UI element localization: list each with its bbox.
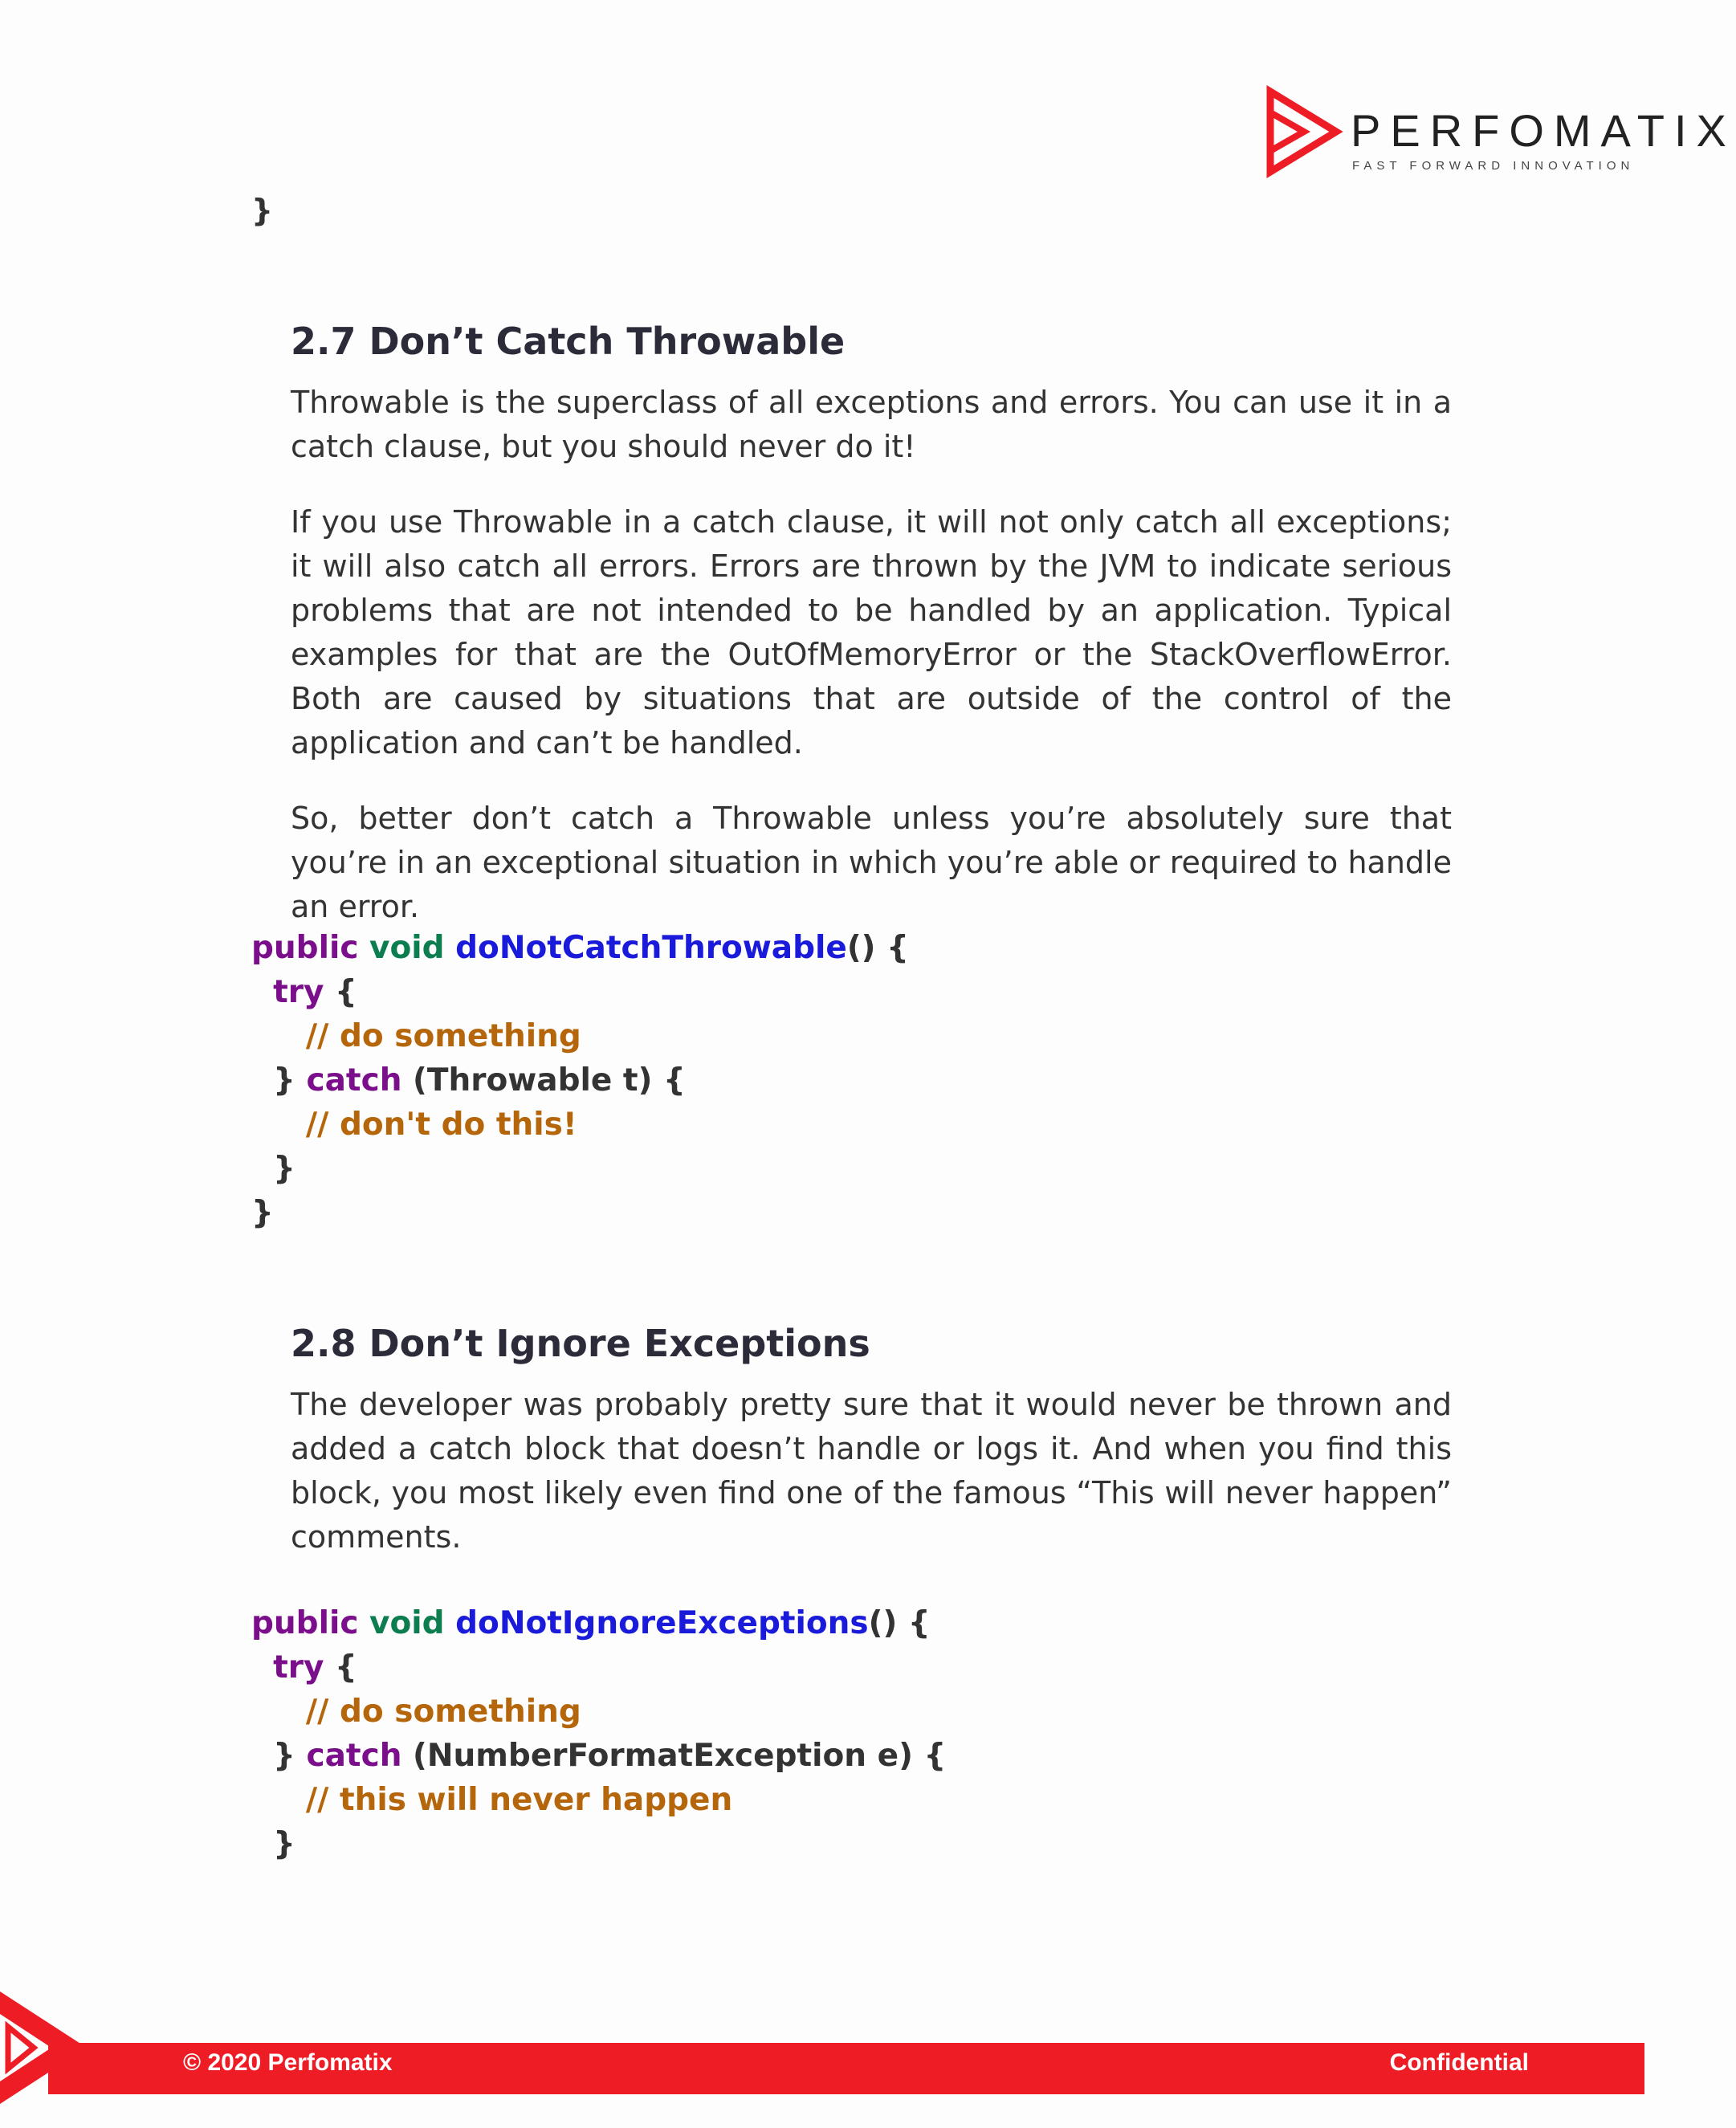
paragraph: If you use Throwable in a catch clause, it will not only catch all exceptions; it will also catch all errors. Errors are thrown by the JVM to indicate serious problems that are not intended to be handled by an application. Typical examples for that are the OutOfMemoryError or the StackOverflowError. Both are caused by situations that are outside of the control of the application and can’t be handled. <box>291 504 1452 760</box>
keyword: public <box>251 930 359 966</box>
code-punct: } <box>273 1062 295 1099</box>
type-keyword: void <box>369 1605 445 1641</box>
code-line <box>251 1107 577 1143</box>
code-line <box>251 1738 946 1774</box>
section-2-8 <box>291 1322 1452 1559</box>
section-2-7 <box>291 320 1452 929</box>
type-keyword: void <box>369 930 445 966</box>
keyword: catch <box>306 1062 402 1099</box>
code-punct: (NumberFormatException e) { <box>401 1738 947 1774</box>
code-block-throwable <box>251 926 909 1235</box>
section-heading: 2.8 Don’t Ignore Exceptions <box>291 1322 870 1365</box>
code-punct: } <box>251 1195 274 1231</box>
closing-brace: } <box>251 193 274 228</box>
code-punct: (Throwable t) { <box>401 1062 686 1099</box>
code-line <box>251 1062 686 1099</box>
code-punct: { <box>324 974 357 1010</box>
brand-logo <box>1267 87 1736 175</box>
paragraph: Throwable is the superclass of all exceptions and errors. You can use it in a catch clause, but you should never do it! <box>291 385 1452 464</box>
section-heading: 2.7 Don’t Catch Throwable <box>291 320 846 363</box>
code-punct: () { <box>868 1605 931 1641</box>
code-line <box>251 1018 581 1054</box>
code-comment: // do something <box>305 1018 581 1054</box>
code-comment: // don't do this! <box>305 1107 577 1143</box>
code-punct: } <box>273 1151 295 1187</box>
code-line <box>251 1826 295 1862</box>
keyword: try <box>273 1649 324 1686</box>
footer-logo-icon <box>0 1991 88 2112</box>
code-punct: { <box>324 1649 357 1686</box>
code-block-ignore <box>251 1601 946 1866</box>
code-line <box>251 1151 295 1187</box>
code-punct: () { <box>846 930 909 966</box>
perfomatix-logo-icon <box>1267 90 1339 173</box>
code-line <box>251 974 357 1010</box>
code-line <box>251 1195 274 1231</box>
code-line <box>251 1605 931 1641</box>
paragraph: So, better don’t catch a Throwable unless you’re absolutely sure that you’re in an exceptional situation in which you’re able or required to handle an error. <box>291 801 1452 924</box>
code-line <box>251 930 909 966</box>
keyword: try <box>273 974 324 1010</box>
page-footer <box>0 1991 1644 2128</box>
code-comment: // this will never happen <box>305 1782 733 1818</box>
code-punct: } <box>273 1826 295 1862</box>
keyword: catch <box>306 1738 402 1774</box>
code-line <box>251 1782 732 1818</box>
code-comment: // do something <box>305 1694 581 1730</box>
paragraph: The developer was probably pretty sure that it would never be thrown and added a catch block that doesn’t handle or logs it. And when you find this block, you most likely even find one of the famous “This will never happen” comments. <box>291 1387 1452 1555</box>
keyword: public <box>251 1605 359 1641</box>
code-line <box>251 1694 581 1730</box>
footer-confidential: Confidential <box>1389 2049 1529 2076</box>
code-line <box>251 1649 357 1686</box>
method-name: doNotIgnoreExceptions <box>455 1605 869 1641</box>
logo-wordmark: PERFOMATIX <box>1351 105 1736 156</box>
footer-copyright: © 2020 Perfomatix <box>183 2049 393 2076</box>
logo-tagline: FAST FORWARD INNOVATION <box>1352 159 1635 173</box>
method-name: doNotCatchThrowable <box>455 930 847 966</box>
code-punct: } <box>273 1738 295 1774</box>
